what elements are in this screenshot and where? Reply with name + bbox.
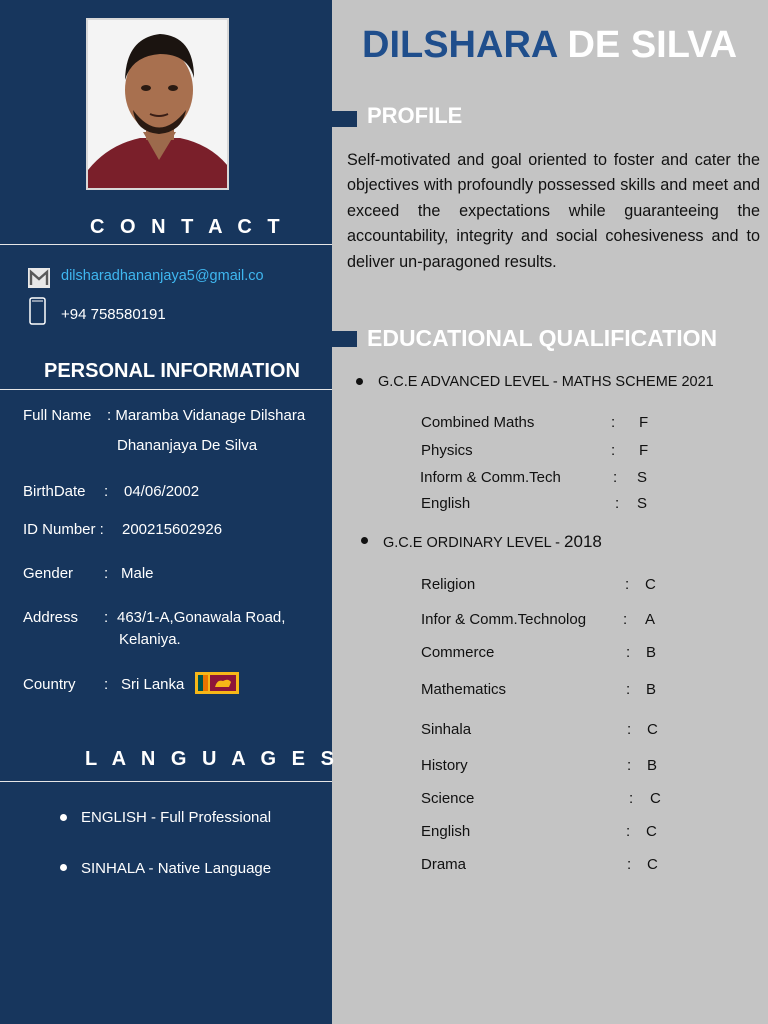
languages-heading: L A N G U A G E S [85,748,339,770]
address-label: Address [23,609,79,626]
ol-colon: : [629,790,634,807]
email-link[interactable]: dilsharadhananjaya5@gmail.co [61,268,264,284]
ol-colon: : [623,611,628,628]
ol-year: 2018 [564,532,602,551]
profile-heading: PROFILE [367,103,463,128]
ol-subject: Mathematics [421,681,507,698]
education-heading: EDUCATIONAL QUALIFICATION [367,325,718,351]
country-value: Sri Lanka [121,676,185,693]
profile-heading-marker [332,111,357,127]
country-label: Country [23,676,76,693]
ol-subject: Religion [421,576,476,593]
full-name-label: Full Name [23,407,92,424]
al-colon: : [611,442,616,459]
ol-grade: C [647,721,658,738]
id-label: ID Number : [23,521,104,538]
country-colon: : [104,676,109,693]
al-colon: : [611,414,616,431]
bullet-icon [60,864,67,871]
ol-subject: Science [421,790,475,807]
personal-info-divider [0,389,332,390]
bullet-icon [356,378,363,385]
contact-heading: C O N T A C T [90,216,285,238]
address-line1: 463/1-A,Gonawala Road, [117,609,286,626]
al-subject: English [421,495,471,512]
ol-grade: B [647,757,658,774]
candidate-name [362,24,737,67]
ol-grade: C [646,823,657,840]
ol-subject: History [421,757,468,774]
education-heading-marker [332,331,357,347]
gender-value: Male [121,565,154,582]
ol-grade: C [647,856,658,873]
profile-text: Self-motivated and goal oriented to foster and cater the objectives with profoundly possessed skills and meet and exceed the expectations while guaranteeing the accountability, integrity and social cohesiveness and to deliver un-paragoned results. [347,151,760,271]
ol-grade: B [646,681,657,698]
ol-subject: Drama [421,856,467,873]
ol-colon: : [625,576,630,593]
al-subject: Inform & Comm.Tech [420,469,561,486]
ol-title [383,532,602,552]
ol-grade: C [645,576,656,593]
ol-subject: English [421,823,471,840]
al-grade: S [637,495,648,512]
ol-grade: B [646,644,657,661]
address-line2: Kelaniya. [119,631,181,648]
al-grade: F [639,442,649,459]
ol-colon: : [626,681,631,698]
contact-divider [0,244,332,245]
bullet-icon [60,814,67,821]
ol-grade: C [650,790,661,807]
al-colon: : [615,495,620,512]
al-grade: F [639,414,649,431]
ol-colon: : [627,721,632,738]
ol-subject: Infor & Comm.Technolog [421,611,587,628]
ol-colon: : [627,757,632,774]
al-title: G.C.E ADVANCED LEVEL - MATHS SCHEME 2021 [378,374,714,390]
birthdate-label: BirthDate [23,483,86,500]
profile-photo [86,18,229,190]
al-subject: Physics [421,442,473,459]
language-item: ENGLISH - Full Professional [81,809,272,826]
full-name-value-line2: Dhananjaya De Silva [117,437,258,454]
first-name: DILSHARA [362,24,557,66]
al-colon: : [613,469,618,486]
ol-colon: : [626,644,631,661]
ol-colon: : [627,856,632,873]
ol-grade: A [645,611,656,628]
full-name-value-line1: : Maramba Vidanage Dilshara [107,407,306,424]
languages-divider [0,781,332,782]
ol-colon: : [626,823,631,840]
id-value: 200215602926 [122,521,223,538]
al-subject: Combined Maths [421,414,535,431]
address-colon: : [104,609,109,626]
phone-number: +94 758580191 [61,306,166,323]
birthdate-colon: : [104,483,109,500]
birthdate-value: 04/06/2002 [124,483,200,500]
ol-subject: Commerce [421,644,495,661]
al-grade: S [637,469,648,486]
gender-label: Gender [23,565,74,582]
last-name: DE SILVA [567,24,738,66]
phone-icon [29,297,47,330]
ol-subject: Sinhala [421,721,472,738]
sri-lanka-flag-icon [195,672,239,699]
gender-colon: : [104,565,109,582]
personal-info-heading: PERSONAL INFORMATION [44,360,300,382]
mail-icon [27,267,51,294]
bullet-icon [361,537,368,544]
language-item: SINHALA - Native Language [81,860,272,877]
ol-title-text: G.C.E ORDINARY LEVEL - [383,535,565,551]
